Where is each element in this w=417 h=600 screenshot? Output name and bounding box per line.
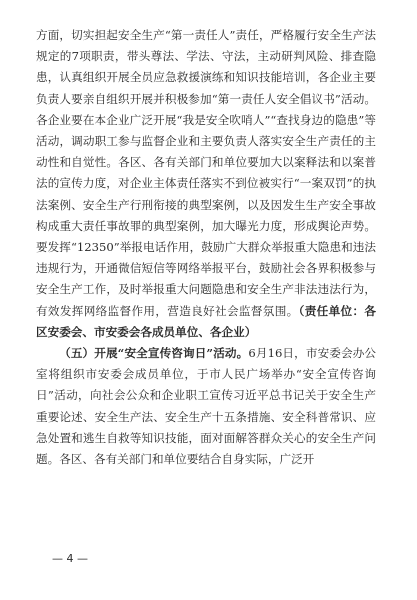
section-heading-5: （五）开展“安全宣传咨询日”活动。 [59, 346, 249, 361]
page-body [36, 25, 376, 470]
paragraph-2 [36, 343, 376, 470]
paragraph-2-text: 6月16日，市安委会办公室将组织市安委会成员单位，于市人民广场举办“安全宣传咨询日”活动，向社会公众和企业职工宣传习近平总书记关于安全生产重要论述、安全生产法、安全生产十五条措施、安全科普常识、应急处置和逃生自救等知识技能，面对面解答群众关心的安全生产问题。各区、各有关部门和单位要结合自身实际，广泛开 [36, 346, 376, 467]
paragraph-1 [36, 25, 376, 343]
page-number: — 4 — [52, 552, 88, 565]
paragraph-1-responsibility: （责任单位：各区安委会、市安委会各成员单位、各企业） [36, 303, 376, 339]
paragraph-1-text: 方面，切实担起安全生产“第一责任人”责任，严格履行安全生产法规定的7项职责，带头尊法、学法、守法，主动研判风险、排查隐患，认真组织开展全员应急救援演练和知识技能培训，各企业主要负责人要亲自组织开展并积极参加“第一责任人安全倡议书”活动。各企业要在本企业广泛开展“我是安全吹哨人”“查找身边的隐患”等活动，调动职工参与监督企业和主要负责人落实安全生产责任的主动性和自觉性。各区、各有关部门和单位要加大以案释法和以案普法的宣传力度，对企业主体责任落实不到位被实行“一案双罚”的执法案例、安全生产行刑衔接的典型案例，以及因发生生产安全事故构成重大责任事故罪的典型案例，加大曝光力度，形成舆论声势。要发挥“12350”举报电话作用，鼓励广大群众举报重大隐患和违法违规行为，开通微信短信等网络举报平台，鼓励社会各界积极参与安全生产工作，及时举报重大问题隐患和安全生产非法违法行为，有效发挥网络监督作用，营造良好社会监督氛围。 [36, 28, 376, 318]
